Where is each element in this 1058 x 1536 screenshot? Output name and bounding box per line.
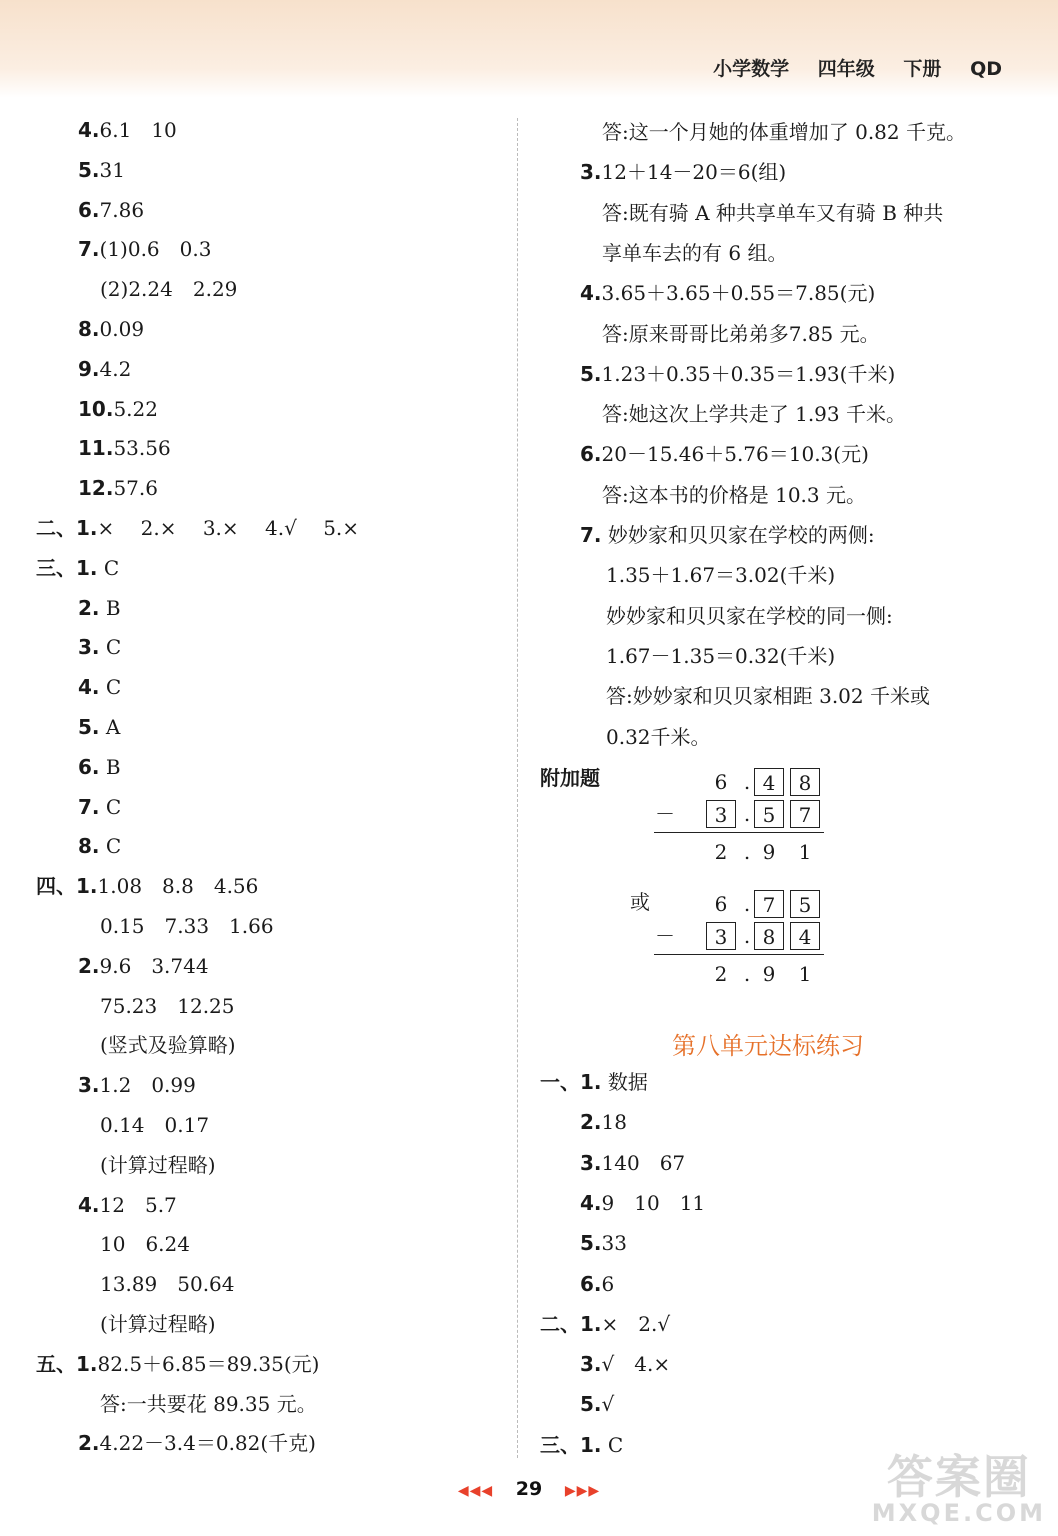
minus-sign: － bbox=[655, 924, 675, 948]
item-number: 2. bbox=[580, 1110, 602, 1135]
answer-text: 82.5＋6.85＝89.35(元) bbox=[97, 1351, 320, 1376]
answer-text: 答:这本书的价格是 10.3 元。 bbox=[602, 482, 866, 507]
answer-line bbox=[580, 1183, 705, 1223]
item-number: 5. bbox=[78, 157, 100, 182]
answer-line bbox=[78, 747, 121, 787]
item-number: 8. bbox=[78, 834, 100, 859]
answer-line bbox=[78, 150, 125, 190]
boxed-digit: 4 bbox=[754, 768, 784, 796]
decimal-point: . bbox=[743, 924, 751, 948]
answer-text: C bbox=[99, 675, 122, 700]
boxed-digit: 3 bbox=[706, 800, 736, 828]
answer-text: 答:妙妙家和贝贝家相距 3.02 千米或 bbox=[606, 684, 930, 709]
section-marker: 四、 bbox=[36, 874, 76, 899]
answer-line bbox=[78, 229, 211, 269]
answer-text: × 2.× 3.× 4.√ 5.× bbox=[97, 516, 360, 540]
item-number: 4. bbox=[78, 1192, 100, 1217]
section-marker: 二、 bbox=[540, 1311, 580, 1336]
answer-text: 4.2 bbox=[99, 356, 132, 381]
result-digit: 2 bbox=[714, 840, 728, 864]
answer-line bbox=[78, 349, 131, 389]
item-number: 1. bbox=[580, 1070, 602, 1094]
answer-line bbox=[78, 309, 144, 349]
answer-text: 答:她这次上学共走了 1.93 千米。 bbox=[602, 402, 906, 427]
minus-sign: － bbox=[655, 802, 675, 826]
answer-line bbox=[78, 707, 120, 747]
watermark bbox=[871, 1449, 1046, 1527]
answer-line bbox=[78, 826, 121, 866]
boxed-digit: 5 bbox=[790, 890, 820, 918]
column-divider bbox=[517, 118, 518, 1458]
item-number: 1. bbox=[76, 555, 98, 580]
answer-line bbox=[100, 906, 274, 946]
answer-text: C bbox=[99, 635, 122, 660]
answer-text: 1.2 0.99 bbox=[99, 1073, 196, 1098]
boxed-digit: 8 bbox=[754, 922, 784, 950]
answer-text: 0.09 bbox=[99, 317, 145, 341]
answer-line bbox=[602, 394, 906, 434]
extra-problem-label: 附加题 bbox=[540, 766, 600, 790]
answer-line bbox=[78, 468, 158, 508]
answer-line bbox=[100, 1264, 235, 1304]
answer-line bbox=[580, 515, 875, 555]
answer-text: √ bbox=[601, 1392, 615, 1417]
section-marker: 一、 bbox=[540, 1070, 580, 1094]
answer-line bbox=[580, 1344, 670, 1384]
answer-text: C bbox=[99, 834, 122, 859]
answer-text: 140 67 bbox=[601, 1150, 686, 1175]
item-number: 5. bbox=[78, 715, 100, 739]
answer-text: 答:一共要花 89.35 元。 bbox=[100, 1391, 317, 1416]
prev-arrows-icon: ◀◀◀ bbox=[457, 1483, 494, 1499]
answer-text: C bbox=[99, 794, 122, 819]
result-digit: 9 bbox=[762, 840, 776, 864]
answer-line bbox=[540, 1425, 623, 1465]
answer-text: × 2.√ bbox=[601, 1311, 671, 1336]
answer-line bbox=[78, 946, 209, 986]
item-number: 10. bbox=[78, 396, 114, 421]
answer-text: 享单车去的有 6 组。 bbox=[602, 240, 788, 265]
answer-line bbox=[100, 986, 235, 1026]
answer-line bbox=[100, 1025, 236, 1065]
section-marker: 三、 bbox=[36, 555, 76, 580]
subtraction-rule bbox=[654, 832, 824, 833]
item-number: 2. bbox=[78, 595, 100, 620]
answer-line bbox=[540, 1062, 648, 1102]
vertical-subtraction-1 bbox=[650, 768, 830, 868]
book-header bbox=[691, 54, 1002, 81]
item-number: 4. bbox=[580, 281, 602, 306]
watermark-logo-text: 答案圈 bbox=[886, 1449, 1031, 1504]
item-number: 7. bbox=[78, 237, 100, 262]
answer-line bbox=[606, 676, 930, 716]
answer-text: B bbox=[99, 595, 121, 620]
answer-text: 1.23＋0.35＋0.35＝1.93(千米) bbox=[601, 361, 896, 386]
item-number: 1. bbox=[76, 874, 98, 899]
item-number: 3. bbox=[580, 1352, 602, 1377]
answer-text: 1.67－1.35＝0.32(千米) bbox=[606, 643, 836, 668]
answer-line bbox=[540, 1304, 670, 1344]
answer-line bbox=[606, 717, 711, 757]
item-number: 6. bbox=[580, 442, 602, 467]
answer-line bbox=[580, 1384, 614, 1424]
answer-line bbox=[36, 1344, 319, 1384]
answer-line bbox=[78, 627, 121, 667]
answer-text: 20－15.46＋5.76＝10.3(元) bbox=[601, 442, 869, 467]
result-digit: 1 bbox=[798, 962, 812, 986]
answer-text: 数据 bbox=[601, 1070, 648, 1094]
page-number: 29 bbox=[515, 1478, 543, 1500]
answer-text: 0.14 0.17 bbox=[100, 1113, 210, 1137]
item-number: 4. bbox=[580, 1190, 602, 1215]
item-number: 3. bbox=[580, 160, 602, 185]
item-number: 3. bbox=[78, 1073, 100, 1098]
item-number: 6. bbox=[78, 754, 100, 779]
answer-text: 31 bbox=[99, 157, 125, 182]
answer-line bbox=[78, 588, 121, 628]
item-number: 6. bbox=[580, 1271, 602, 1296]
item-number: 9. bbox=[78, 356, 100, 381]
item-number: 8. bbox=[78, 317, 100, 341]
answer-line bbox=[78, 190, 144, 230]
answer-text: (1)0.6 0.3 bbox=[99, 237, 212, 262]
answer-line bbox=[100, 1145, 216, 1185]
result-digit: 9 bbox=[762, 962, 776, 986]
item-number: 12. bbox=[78, 476, 114, 501]
answer-line bbox=[78, 1065, 196, 1105]
answer-line bbox=[78, 667, 121, 707]
answer-line bbox=[602, 314, 880, 354]
answer-text: 12＋14－20＝6(组) bbox=[601, 160, 787, 185]
answer-line bbox=[36, 508, 359, 548]
answer-line bbox=[78, 389, 158, 429]
item-number: 3. bbox=[78, 635, 100, 660]
answer-text: (计算过程略) bbox=[100, 1312, 216, 1336]
answer-text: (竖式及验算略) bbox=[100, 1033, 236, 1058]
answer-text: 18 bbox=[601, 1110, 627, 1135]
answer-line bbox=[606, 636, 835, 676]
result-digit: 2 bbox=[714, 962, 728, 986]
answer-text: C bbox=[97, 555, 120, 580]
boxed-digit: 4 bbox=[790, 922, 820, 950]
answer-line bbox=[78, 1185, 177, 1225]
answer-line bbox=[100, 1304, 216, 1344]
answer-text: 1.35＋1.67＝3.02(千米) bbox=[606, 563, 836, 588]
item-number: 2. bbox=[78, 1431, 100, 1456]
boxed-digit: 7 bbox=[754, 890, 784, 918]
answer-text: 53.56 bbox=[113, 436, 171, 461]
item-number: 5. bbox=[580, 1231, 602, 1256]
answer-line bbox=[36, 866, 258, 906]
answer-line bbox=[100, 1384, 317, 1424]
boxed-digit: 5 bbox=[754, 800, 784, 828]
decimal-point: . bbox=[743, 770, 751, 794]
watermark-url: MXQE.COM bbox=[871, 1498, 1046, 1527]
answer-text: 7.86 bbox=[99, 197, 145, 222]
or-label: 或 bbox=[630, 890, 650, 914]
answer-text: 答:既有骑 A 种共享单车又有骑 B 种共 bbox=[602, 200, 944, 225]
answer-line bbox=[78, 787, 121, 827]
decimal-point: . bbox=[743, 892, 751, 916]
answer-text: 0.15 7.33 1.66 bbox=[100, 914, 274, 938]
item-number: 1. bbox=[76, 1351, 98, 1376]
answer-line bbox=[580, 1143, 685, 1183]
boxed-digit: 7 bbox=[790, 800, 820, 828]
item-number: 11. bbox=[78, 436, 114, 461]
unit8-title: 第八单元达标练习 bbox=[672, 1032, 864, 1060]
decimal-point: . bbox=[743, 802, 751, 826]
answer-text: 妙妙家和贝贝家在学校的两侧: bbox=[601, 523, 875, 547]
item-number: 1. bbox=[580, 1432, 602, 1457]
answer-line bbox=[602, 193, 943, 233]
answer-text: A bbox=[99, 715, 121, 739]
answer-text: (2)2.24 2.29 bbox=[100, 277, 238, 302]
answer-line bbox=[78, 428, 171, 468]
answer-text: B bbox=[99, 754, 121, 779]
answer-text: 答:原来哥哥比弟弟多7.85 元。 bbox=[602, 321, 880, 346]
item-number: 5. bbox=[580, 1392, 602, 1417]
item-number: 7. bbox=[78, 794, 100, 819]
answer-line bbox=[78, 110, 177, 150]
vertical-subtraction-2 bbox=[650, 890, 830, 990]
answer-text: 4.22－3.4＝0.82(千克) bbox=[99, 1431, 316, 1456]
item-number: 4. bbox=[78, 118, 100, 142]
answer-text: 妙妙家和贝贝家在学校的同一侧: bbox=[606, 603, 893, 628]
item-number: 4. bbox=[78, 675, 100, 700]
answer-line bbox=[580, 434, 869, 474]
digit: 6 bbox=[714, 892, 728, 916]
result-digit: 1 bbox=[798, 840, 812, 864]
answer-text: 33 bbox=[601, 1231, 627, 1256]
answer-line bbox=[580, 1102, 627, 1142]
item-number: 5. bbox=[580, 361, 602, 386]
item-number: 2. bbox=[78, 953, 100, 978]
item-number: 3. bbox=[580, 1150, 602, 1175]
decimal-point: . bbox=[743, 840, 751, 864]
answer-line bbox=[78, 1423, 316, 1463]
answer-text: 0.32千米。 bbox=[606, 724, 711, 749]
decimal-point: . bbox=[743, 962, 751, 986]
answer-line bbox=[580, 152, 786, 192]
answer-text: 6 bbox=[601, 1271, 615, 1296]
answer-line bbox=[602, 233, 787, 273]
item-number: 7. bbox=[580, 523, 602, 547]
section-marker: 五、 bbox=[36, 1351, 76, 1376]
answer-text: 5.22 bbox=[113, 396, 158, 421]
answer-line bbox=[580, 1264, 614, 1304]
boxed-digit: 8 bbox=[790, 768, 820, 796]
answer-line bbox=[100, 1224, 190, 1264]
answer-line bbox=[580, 354, 895, 394]
boxed-digit: 3 bbox=[706, 922, 736, 950]
header-edition: QD bbox=[970, 58, 1002, 80]
answer-text: C bbox=[601, 1432, 624, 1457]
header-volume: 下册 bbox=[903, 58, 942, 80]
answer-line bbox=[602, 475, 866, 515]
digit: 6 bbox=[714, 770, 728, 794]
answer-line bbox=[580, 273, 875, 313]
section-marker: 三、 bbox=[540, 1432, 580, 1457]
answer-line bbox=[602, 112, 966, 152]
answer-text: 57.6 bbox=[113, 476, 158, 501]
header-grade: 四年级 bbox=[817, 58, 875, 80]
answer-text: 75.23 12.25 bbox=[100, 993, 235, 1018]
section-marker: 二、 bbox=[36, 516, 76, 540]
header-subject: 小学数学 bbox=[713, 58, 790, 80]
answer-text: (计算过程略) bbox=[100, 1152, 216, 1177]
answer-text: 1.08 8.8 4.56 bbox=[97, 874, 259, 899]
answer-line bbox=[36, 548, 119, 588]
answer-line bbox=[100, 1105, 209, 1145]
header-banner bbox=[0, 0, 1058, 98]
answer-text: √ 4.× bbox=[601, 1352, 671, 1377]
subtraction-rule bbox=[654, 954, 824, 955]
answer-text: 9.6 3.744 bbox=[99, 953, 209, 978]
item-number: 1. bbox=[580, 1311, 602, 1336]
item-number: 6. bbox=[78, 197, 100, 222]
answer-text: 3.65＋3.65＋0.55＝7.85(元) bbox=[601, 281, 876, 306]
answer-text: 答:这一个月她的体重增加了 0.82 千克。 bbox=[602, 120, 966, 144]
next-arrows-icon: ▶▶▶ bbox=[564, 1483, 601, 1499]
answer-line bbox=[606, 596, 893, 636]
answer-line bbox=[100, 269, 237, 309]
answer-text: 9 10 11 bbox=[601, 1190, 706, 1215]
answer-text: 13.89 50.64 bbox=[100, 1272, 235, 1297]
answer-text: 10 6.24 bbox=[100, 1232, 190, 1257]
answer-text: 6.1 10 bbox=[99, 118, 177, 142]
answer-line bbox=[606, 555, 835, 595]
item-number: 1. bbox=[76, 516, 98, 540]
answer-line bbox=[580, 1223, 627, 1263]
answer-text: 12 5.7 bbox=[99, 1192, 177, 1217]
